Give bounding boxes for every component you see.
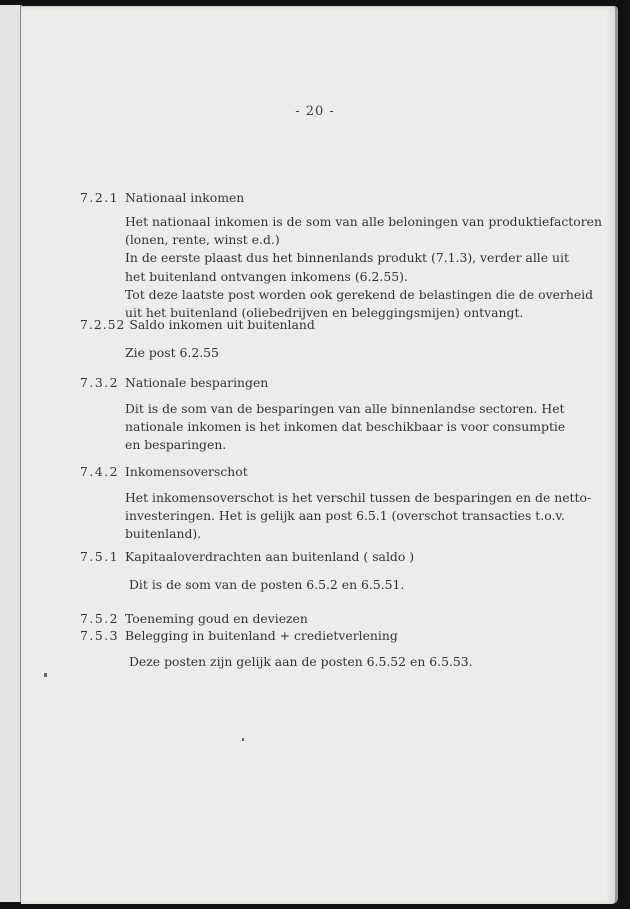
section-number: 7.5.2 <box>80 611 120 626</box>
section-body-7-5-1 <box>125 576 565 594</box>
section-title: Nationale besparingen <box>125 375 269 390</box>
section-heading-7-4-2 <box>80 463 248 481</box>
facing-page-edge <box>0 5 22 902</box>
section-heading-7-5-2 <box>80 610 308 628</box>
body-line: en besparingen. <box>125 437 227 453</box>
document-page <box>21 6 618 904</box>
section-heading-7-2-52 <box>80 316 315 334</box>
section-heading-7-2-1 <box>80 189 244 207</box>
section-heading-7-5-3 <box>80 627 398 645</box>
section-number: 7.4.2 <box>80 464 120 479</box>
body-line: uit het buitenland (oliebedrijven en beleggingsmijen) ontvangt. <box>125 304 524 320</box>
body-line: Deze posten zijn gelijk aan de posten 6.5.52 en 6.5.53. <box>129 654 473 669</box>
section-title: Belegging in buitenland + credietverlening <box>125 628 398 643</box>
section-number: 7.3.2 <box>80 375 120 390</box>
body-line: Zie post 6.2.55 <box>125 345 219 360</box>
section-title: Inkomensoverschot <box>125 464 248 479</box>
body-line: In de eerste plaast dus het binnenlands produkt (7.1.3), verder alle uit <box>125 250 569 266</box>
section-title: Toeneming goud en deviezen <box>125 611 308 626</box>
section-heading-7-5-1 <box>80 548 414 566</box>
page-number: - 20 - <box>295 104 335 119</box>
paper-speck <box>242 738 244 741</box>
section-number: 7.5.1 <box>80 549 120 564</box>
section-body-7-2-1 <box>125 213 602 322</box>
section-title: Nationaal inkomen <box>125 190 245 205</box>
section-number: 7.2.52 <box>80 317 126 332</box>
body-line: Het inkomensoverschot is het verschil tussen de besparingen en de netto- <box>125 490 592 505</box>
section-body-7-5-3 <box>125 653 565 671</box>
section-title: Kapitaaloverdrachten aan buitenland ( saldo ) <box>125 549 415 564</box>
body-line: (lonen, rente, winst e.d.) <box>125 232 280 248</box>
section-body-7-3-2 <box>125 400 565 455</box>
body-line: Dit is de som van de posten 6.5.2 en 6.5.51. <box>129 577 405 592</box>
section-body-7-2-52 <box>125 344 565 362</box>
body-line: buitenland). <box>125 526 202 542</box>
section-title: Saldo inkomen uit buitenland <box>129 317 315 332</box>
body-line: Tot deze laatste post worden ook gerekend de belastingen die de overheid <box>125 286 594 302</box>
section-number: 7.5.3 <box>80 628 120 643</box>
body-line: nationale inkomen is het inkomen dat beschikbaar is voor consumptie <box>125 419 566 435</box>
body-line: Dit is de som van de besparingen van alle binnenlandse sectoren. Het <box>125 401 565 416</box>
section-body-7-4-2 <box>125 489 592 544</box>
section-number: 7.2.1 <box>80 190 120 205</box>
paper-speck <box>44 673 47 677</box>
body-line: investeringen. Het is gelijk aan post 6.5.1 (overschot transacties t.o.v. <box>125 508 565 524</box>
body-line: het buitenland ontvangen inkomens (6.2.55). <box>125 268 408 284</box>
body-line: Het nationaal inkomen is de som van alle beloningen van produktiefactoren <box>125 214 602 229</box>
section-heading-7-3-2 <box>80 374 268 392</box>
